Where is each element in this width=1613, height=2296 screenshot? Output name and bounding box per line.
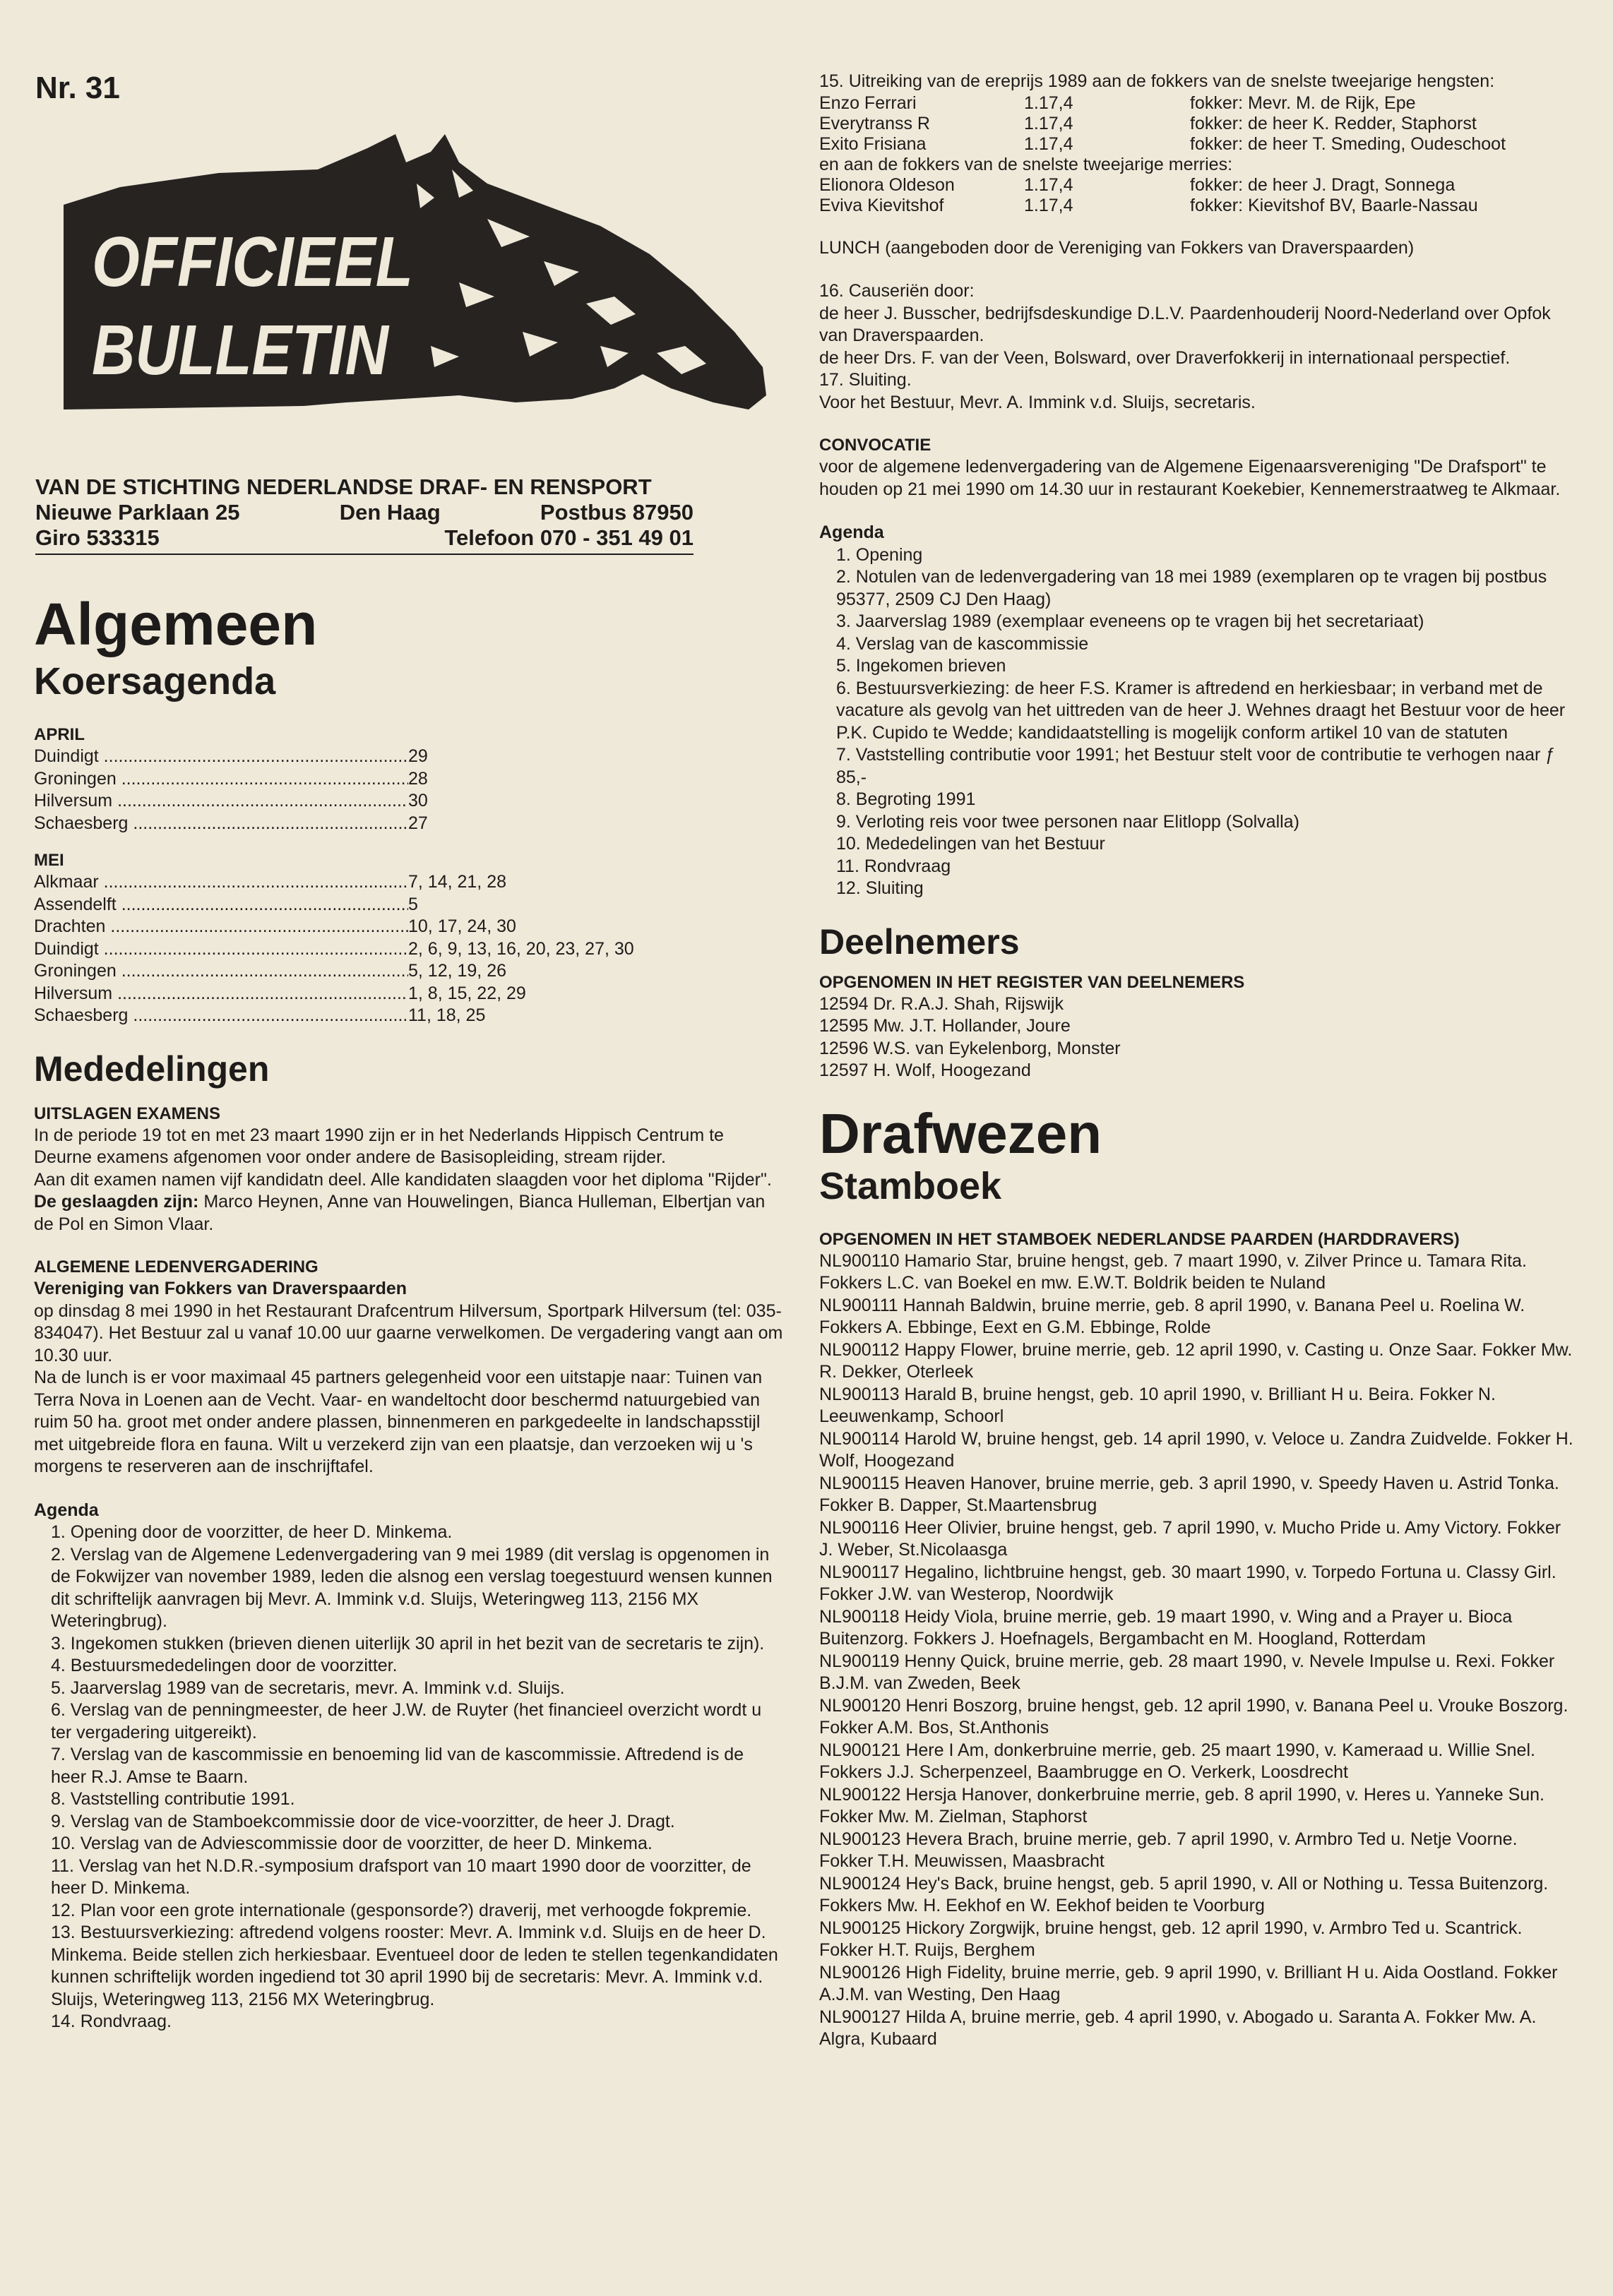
calendar-row bbox=[34, 983, 784, 1005]
horse-name: Eviva Kievitshof bbox=[819, 195, 944, 215]
exam-paragraph-1: In de periode 19 tot en met 23 maart 1990 zijn er in het Nederlands Hippisch Centrum te Deurne examens afgenomen voor onder andere de Basisopleiding, stream rijder. bbox=[34, 1125, 724, 1167]
stamboek-heading: OPGENOMEN IN HET STAMBOEK NEDERLANDSE PAARDEN (HARDDRAVERS) bbox=[819, 1229, 1460, 1249]
left-column bbox=[34, 592, 784, 2033]
merries-intro: en aan de fokkers van de snelste tweejarige merries: bbox=[819, 154, 1233, 174]
agenda-item: 7. Verslag van de kascommissie en benoeming lid van de kascommissie. Aftredend is de heer R.J. Amse te Baarn. bbox=[51, 1745, 744, 1787]
stamboek-entry: NL900126 High Fidelity, bruine merrie, geb. 9 april 1990, v. Brilliant H u. Aida Oostland. Fokker A.J.M. van Westing, Den Haag bbox=[819, 1962, 1558, 2004]
breeder: fokker: Kievitshof BV, Baarle-Nassau bbox=[1190, 195, 1478, 215]
calendar-place: Groningen ..... bbox=[34, 768, 408, 791]
stamboek-entry: NL900110 Hamario Star, bruine hengst, geb. 7 maart 1990, v. Zilver Prince u. Tamara Rita. Fokkers L.C. van Boekel en mw. E.W.T. Boldrik beiden te Nuland bbox=[819, 1250, 1527, 1293]
calendar-month: APRIL bbox=[34, 725, 85, 744]
stamboek-entry: NL900127 Hilda A, bruine merrie, geb. 4 april 1990, v. Abogado u. Saranta A. Fokker Mw. A. Algra, Kubaard bbox=[819, 2007, 1537, 2049]
agenda-item: 10. Mededelingen van het Bestuur bbox=[836, 834, 1105, 854]
stamboek-entry: NL900118 Heidy Viola, bruine merrie, geb. 19 maart 1990, v. Wing and a Prayer u. Bioca Buitenzorg. Fokkers J. Hoefnagels, Bergambacht en M. Hoogland, Rotterdam bbox=[819, 1606, 1513, 1649]
deelnemers-title: Deelnemers bbox=[819, 921, 1020, 962]
alv-organisation: Vereniging van Fokkers van Draverspaarden bbox=[34, 1279, 407, 1298]
agenda-item: 4. Verslag van de kascommissie bbox=[836, 633, 1089, 654]
deelnemers-list bbox=[819, 993, 1575, 1082]
calendar-dates: 28 bbox=[408, 768, 428, 789]
agenda-item: 7. Vaststelling contributie voor 1991; het Bestuur stelt voor de contributie te verhogen naar ƒ 85,- bbox=[836, 745, 1556, 787]
calendar-row bbox=[34, 871, 784, 894]
breeder: fokker: de heer J. Dragt, Sonnega bbox=[1190, 174, 1456, 195]
breeder: fokker: de heer T. Smeding, Oudeschoot bbox=[1190, 133, 1506, 154]
calendar-place: Drachten ..... bbox=[34, 916, 408, 938]
calendar-place: Groningen ..... bbox=[34, 960, 408, 983]
section-title-algemeen: Algemeen bbox=[34, 591, 318, 657]
right-column bbox=[819, 71, 1575, 2051]
stamboek-entry: NL900116 Heer Olivier, bruine hengst, geb. 7 april 1990, v. Mucho Pride u. Amy Victory. Fokker J. Weber, St.Nicolaasga bbox=[819, 1517, 1561, 1560]
agenda-item: 11. Rondvraag bbox=[836, 856, 951, 876]
stamboek-entry: NL900124 Hey's Back, bruine hengst, geb. 5 april 1990, v. All or Nothing u. Tessa Buitenzorg. Fokkers Mw. H. Eekhof en W. Eekhof beiden te Voorburg bbox=[819, 1873, 1549, 1915]
hengsten-table bbox=[819, 93, 1575, 155]
masthead-line2: BULLETIN bbox=[92, 311, 390, 390]
lunch: LUNCH (aangeboden door de Vereniging van Fokkers van Draverspaarden) bbox=[819, 237, 1415, 258]
agenda-item: 11. Verslag van het N.D.R.-symposium drafsport van 10 maart 1990 door de voorzitter, de heer D. Minkema. bbox=[51, 1855, 751, 1898]
causerie-2: de heer Drs. F. van der Veen, Bolsward, over Draverfokkerij in internationaal perspectief. bbox=[819, 347, 1511, 368]
item-15: 15. Uitreiking van de ereprijs 1989 aan de fokkers van de snelste tweejarige hengsten: bbox=[819, 71, 1495, 91]
drafwezen-title: Drafwezen bbox=[819, 1101, 1102, 1165]
stamboek-entry: NL900120 Henri Boszorg, bruine hengst, geb. 12 april 1990, v. Banana Peel u. Vrouke Boszorg. Fokker A.M. Bos, St.Anthonis bbox=[819, 1695, 1569, 1738]
agenda-item: 10. Verslag van de Adviescommissie door de voorzitter, de heer D. Minkema. bbox=[51, 1834, 653, 1853]
mededelingen-title: Mededelingen bbox=[34, 1048, 270, 1089]
agenda-item: 3. Ingekomen stukken (brieven dienen uiterlijk 30 april in het bezit van de secretaris te zijn). bbox=[51, 1633, 765, 1654]
calendar-place: Assendelft ..... bbox=[34, 894, 408, 916]
calendar-row bbox=[34, 746, 784, 768]
calendar-row bbox=[34, 790, 784, 813]
publisher-city: Den Haag bbox=[339, 500, 441, 525]
convocatie-paragraph: voor de algemene ledenvergadering van de Algemene Eigenaarsvereniging "De Drafsport" te houden op 21 mei 1990 om 14.30 uur in restaurant Koekebier, Kennemerstraatweg te Alkmaar. bbox=[819, 457, 1561, 499]
stamboek-entry: NL900117 Hegalino, lichtbruine hengst, geb. 30 maart 1990, v. Torpedo Fortuna u. Classy Girl. Fokker J.W. van Westerop, Noordwijk bbox=[819, 1562, 1557, 1604]
breeder: fokker: de heer K. Redder, Staphorst bbox=[1190, 113, 1477, 133]
horse-name: Elionora Oldeson bbox=[819, 174, 955, 195]
stamboek-entry: NL900111 Hannah Baldwin, bruine merrie, geb. 8 april 1990, v. Banana Peel u. Roelina W. Fokkers A. Ebbinge, Eext en G.M. Ebbinge, Rolde bbox=[819, 1295, 1525, 1337]
horse-name: Everytranss R bbox=[819, 113, 930, 133]
calendar-row bbox=[34, 768, 784, 791]
item-16: 16. Causeriën door: bbox=[819, 281, 975, 301]
merries-table bbox=[819, 175, 1575, 216]
horse-name: Exito Frisiana bbox=[819, 133, 927, 154]
agenda-item: 6. Bestuursverkiezing: de heer F.S. Kramer is aftredend en herkiesbaar; in verband met de vacature als gevolg van het uittreden van de heer J. Wehnes draagt het Bestuur voor de heer P.K. Cupido te Wedde; kandidaatstelling is mogelijk conform artikel 10 van de statuten bbox=[836, 678, 1566, 743]
stamboek-entry: NL900112 Happy Flower, bruine merrie, geb. 12 april 1990, v. Casting u. Onze Saar. Fokker Mw. R. Dekker, Oterleek bbox=[819, 1339, 1573, 1382]
convocatie-heading: CONVOCATIE bbox=[819, 436, 932, 455]
award-row bbox=[819, 196, 1575, 216]
alv-agenda-list bbox=[34, 1521, 784, 2033]
alv-agenda-heading: Agenda bbox=[34, 1500, 99, 1520]
award-row bbox=[819, 93, 1575, 114]
calendar-dates: 1, 8, 15, 22, 29 bbox=[408, 983, 526, 1003]
calendar-place: Hilversum ..... bbox=[34, 983, 408, 1005]
item-17: 17. Sluiting. bbox=[819, 370, 912, 390]
calendar-month: MEI bbox=[34, 851, 64, 870]
race-time: 1.17,4 bbox=[1024, 195, 1073, 215]
race-time: 1.17,4 bbox=[1024, 174, 1073, 195]
agenda-item: 9. Verloting reis voor twee personen naar Elitlopp (Solvalla) bbox=[836, 811, 1299, 832]
calendar-dates: 11, 18, 25 bbox=[408, 1005, 486, 1025]
calendar-place: Duindigt ..... bbox=[34, 938, 408, 961]
agenda-item: 1. Opening door de voorzitter, de heer D. Minkema. bbox=[51, 1522, 453, 1542]
stamboek-entry: NL900122 Hersja Hanover, donkerbruine merrie, geb. 8 april 1990, v. Heres u. Yanneke Sun. Fokker Mw. M. Zielman, Staphorst bbox=[819, 1784, 1545, 1826]
calendar-row bbox=[34, 894, 784, 916]
koersagenda-title: Koersagenda bbox=[34, 660, 276, 702]
publisher-address: Nieuwe Parklaan 25 bbox=[35, 500, 240, 525]
stamboek-entry: NL900114 Harold W, bruine hengst, geb. 14 april 1990, v. Veloce u. Zandra Zuidvelde. Fokker H. Wolf, Hoogezand bbox=[819, 1428, 1573, 1471]
geslaagden bbox=[34, 1191, 784, 1236]
geslaagden-names: Marco Heynen, Anne van Houwelingen, Bianca Hulleman, Elbertjan van de Pol en Simon Vlaar. bbox=[34, 1192, 766, 1234]
horse-name: Enzo Ferrari bbox=[819, 92, 917, 113]
calendar-row bbox=[34, 960, 784, 983]
agenda-item: 6. Verslag van de penningmeester, de heer J.W. de Ruyter (het financieel overzicht wordt u ter vergadering uitgereikt). bbox=[51, 1700, 762, 1742]
agenda-item: 2. Notulen van de ledenvergadering van 18 mei 1989 (exemplaren op te vragen bij postbus 95377, 2509 CJ Den Haag) bbox=[836, 567, 1547, 609]
race-time: 1.17,4 bbox=[1024, 92, 1073, 113]
calendar-dates: 29 bbox=[408, 746, 428, 766]
agenda-item: 1. Opening bbox=[836, 544, 923, 565]
participant-entry: 12597 H. Wolf, Hoogezand bbox=[819, 1060, 1031, 1080]
alv-paragraph-2: Na de lunch is er voor maximaal 45 partners gelegenheid voor een uitstapje naar: Tuinen van Terra Nova in Loenen aan de Vecht. Vaar- en wandeltocht door beschermd natuurgebied van ruim 50 ha. groot met onder andere plassen, binnenmeren en parkgedeelte in landschapsstijl met uitgebreide flora en fauna. Wilt u verzekerd zijn van een plaatsje, dan verzoeken wij u 's morgens te reserveren aan de inschrijftafel. bbox=[34, 1368, 763, 1476]
signoff: Voor het Bestuur, Mevr. A. Immink v.d. Sluijs, secretaris. bbox=[819, 392, 1256, 412]
calendar-dates: 7, 14, 21, 28 bbox=[408, 872, 507, 892]
deelnemers-heading: OPGENOMEN IN HET REGISTER VAN DEELNEMERS bbox=[819, 972, 1245, 992]
participant-entry: 12596 W.S. van Eykelenborg, Monster bbox=[819, 1038, 1121, 1058]
calendar-dates: 5 bbox=[408, 894, 418, 914]
agenda-item: 5. Jaarverslag 1989 van de secretaris, mevr. A. Immink v.d. Sluijs. bbox=[51, 1678, 565, 1698]
race-time: 1.17,4 bbox=[1024, 133, 1073, 154]
stamboek-entry: NL900123 Hevera Brach, bruine merrie, geb. 7 april 1990, v. Armbro Ted u. Netje Voorne. Fokker T.H. Meuwissen, Maasbracht bbox=[819, 1829, 1518, 1871]
participant-entry: 12594 Dr. R.A.J. Shah, Rijswijk bbox=[819, 993, 1064, 1014]
calendar-dates: 5, 12, 19, 26 bbox=[408, 961, 507, 981]
stamboek-list bbox=[819, 1250, 1575, 2051]
calendar-place: Alkmaar ..... bbox=[34, 871, 408, 894]
calendar-place: Schaesberg ..... bbox=[34, 813, 408, 835]
stamboek-entry: NL900115 Heaven Hanover, bruine merrie, geb. 3 april 1990, v. Speedy Haven u. Astrid Tonka. Fokker B. Dapper, St.Maartensbrug bbox=[819, 1473, 1559, 1515]
calendar-dates: 10, 17, 24, 30 bbox=[408, 916, 516, 936]
publisher-block bbox=[35, 474, 694, 555]
stamboek-entry: NL900121 Here I Am, donkerbruine merrie, geb. 25 maart 1990, v. Kameraad u. Willie Snel. Fokkers J.J. Scherpenzeel, Baambrugge en O. Verkerk, Loosdrecht bbox=[819, 1740, 1535, 1782]
convocatie-agenda-list bbox=[819, 544, 1575, 900]
exam-heading: UITSLAGEN EXAMENS bbox=[34, 1104, 221, 1123]
issue-number: Nr. 31 bbox=[35, 71, 120, 105]
agenda-item: 8. Begroting 1991 bbox=[836, 789, 976, 809]
calendar-place: Hilversum ..... bbox=[34, 790, 408, 813]
calendar-row bbox=[34, 1005, 784, 1027]
agenda-item: 9. Verslag van de Stamboekcommissie door de vice-voorzitter, de heer J. Dragt. bbox=[51, 1811, 675, 1831]
breeder: fokker: Mevr. M. de Rijk, Epe bbox=[1190, 92, 1416, 113]
publisher-name: VAN DE STICHTING NEDERLANDSE DRAF- EN RENSPORT bbox=[35, 474, 652, 499]
agenda-item: 3. Jaarverslag 1989 (exemplaar eveneens op te vragen bij het secretariaat) bbox=[836, 611, 1424, 631]
publisher-rule bbox=[35, 554, 694, 555]
koersagenda-list bbox=[34, 724, 784, 1027]
agenda-item: 8. Vaststelling contributie 1991. bbox=[51, 1789, 295, 1809]
agenda-item: 5. Ingekomen brieven bbox=[836, 656, 1006, 676]
stamboek-entry: NL900125 Hickory Zorgwijk, bruine hengst, geb. 12 april 1990, v. Armbro Ted u. Scantrick. Fokker H.T. Ruijs, Berghem bbox=[819, 1918, 1523, 1960]
geslaagden-label: De geslaagden zijn: bbox=[34, 1192, 199, 1212]
race-time: 1.17,4 bbox=[1024, 113, 1073, 133]
publisher-postbus: Postbus 87950 bbox=[540, 500, 694, 525]
calendar-dates: 2, 6, 9, 13, 16, 20, 23, 27, 30 bbox=[408, 938, 634, 959]
exam-paragraph-2: Aan dit examen namen vijf kandidatn deel. Alle kandidaten slaagden voor het diploma "Rijder". bbox=[34, 1169, 772, 1190]
calendar-dates: 30 bbox=[408, 791, 428, 811]
agenda-item: 4. Bestuursmededelingen door de voorzitter. bbox=[51, 1656, 398, 1675]
alv-paragraph-1: op dinsdag 8 mei 1990 in het Restaurant Drafcentrum Hilversum, Sportpark Hilversum (tel: 035-834047). Het Bestuur zal u vanaf 10.00 uur gaarne verwelkomen. De vergadering vangt aan om 10.30 uur. bbox=[34, 1301, 783, 1365]
award-row bbox=[819, 175, 1575, 196]
publisher-giro: Giro 533315 bbox=[35, 525, 160, 550]
agenda-item: 12. Plan voor een grote internationale (gesponsorde?) draverij, met verhoogde fokpremie. bbox=[51, 1900, 752, 1920]
masthead-logo bbox=[35, 120, 777, 431]
agenda-item: 2. Verslag van de Algemene Ledenvergadering van 9 mei 1989 (dit verslag is opgenomen in de Fokwijzer van november 1989, leden die alsnog een verslag toegestuurd wensen kunnen dit schriftelijk aanvragen bij Mevr. A. Immink v.d. Sluijs, Weteringweg 113, 2156 MX Weteringbrug). bbox=[51, 1544, 773, 1631]
calendar-place: Schaesberg ..... bbox=[34, 1005, 408, 1027]
calendar-row bbox=[34, 938, 784, 961]
publisher-phone: Telefoon 070 - 351 49 01 bbox=[444, 525, 694, 550]
calendar-row bbox=[34, 813, 784, 835]
award-row bbox=[819, 134, 1575, 155]
agenda-item: 14. Rondvraag. bbox=[51, 2011, 172, 2031]
calendar-dates: 27 bbox=[408, 813, 428, 833]
alv-heading: ALGEMENE LEDENVERGADERING bbox=[34, 1257, 319, 1276]
stamboek-entry: NL900113 Harald B, bruine hengst, geb. 10 april 1990, v. Brilliant H u. Beira. Fokker N. Leeuwenkamp, Schoorl bbox=[819, 1384, 1496, 1426]
convocatie-agenda-heading: Agenda bbox=[819, 522, 884, 542]
award-row bbox=[819, 114, 1575, 134]
calendar-row bbox=[34, 916, 784, 938]
stamboek-entry: NL900119 Henny Quick, bruine merrie, geb. 28 maart 1990, v. Nevele Impulse u. Rexi. Fokker B.J.M. van Zweden, Beek bbox=[819, 1651, 1555, 1693]
agenda-item: 13. Bestuursverkiezing: aftredend volgens rooster: Mevr. A. Immink v.d. Sluijs en de heer D. Minkema. Beide stellen zich herkiesbaar. Eventueel door de leden te stellen tegenkandidaten kunnen schriftelijk worden ingediend tot 30 april 1990 bij de secretaris: Mevr. A. Immink v.d. Sluijs, Weteringweg 113, 2156 MX Weteringbrug. bbox=[51, 1923, 778, 2009]
agenda-item: 12. Sluiting bbox=[836, 878, 924, 898]
causerie-1: de heer J. Busscher, bedrijfsdeskundige D.L.V. Paardenhouderij Noord-Nederland over Opfok van Draverspaarden. bbox=[819, 303, 1551, 345]
calendar-place: Duindigt ..... bbox=[34, 746, 408, 768]
stamboek-title: Stamboek bbox=[819, 1164, 1002, 1207]
participant-entry: 12595 Mw. J.T. Hollander, Joure bbox=[819, 1016, 1071, 1036]
masthead-line1: OFFICIEEL bbox=[92, 222, 413, 301]
